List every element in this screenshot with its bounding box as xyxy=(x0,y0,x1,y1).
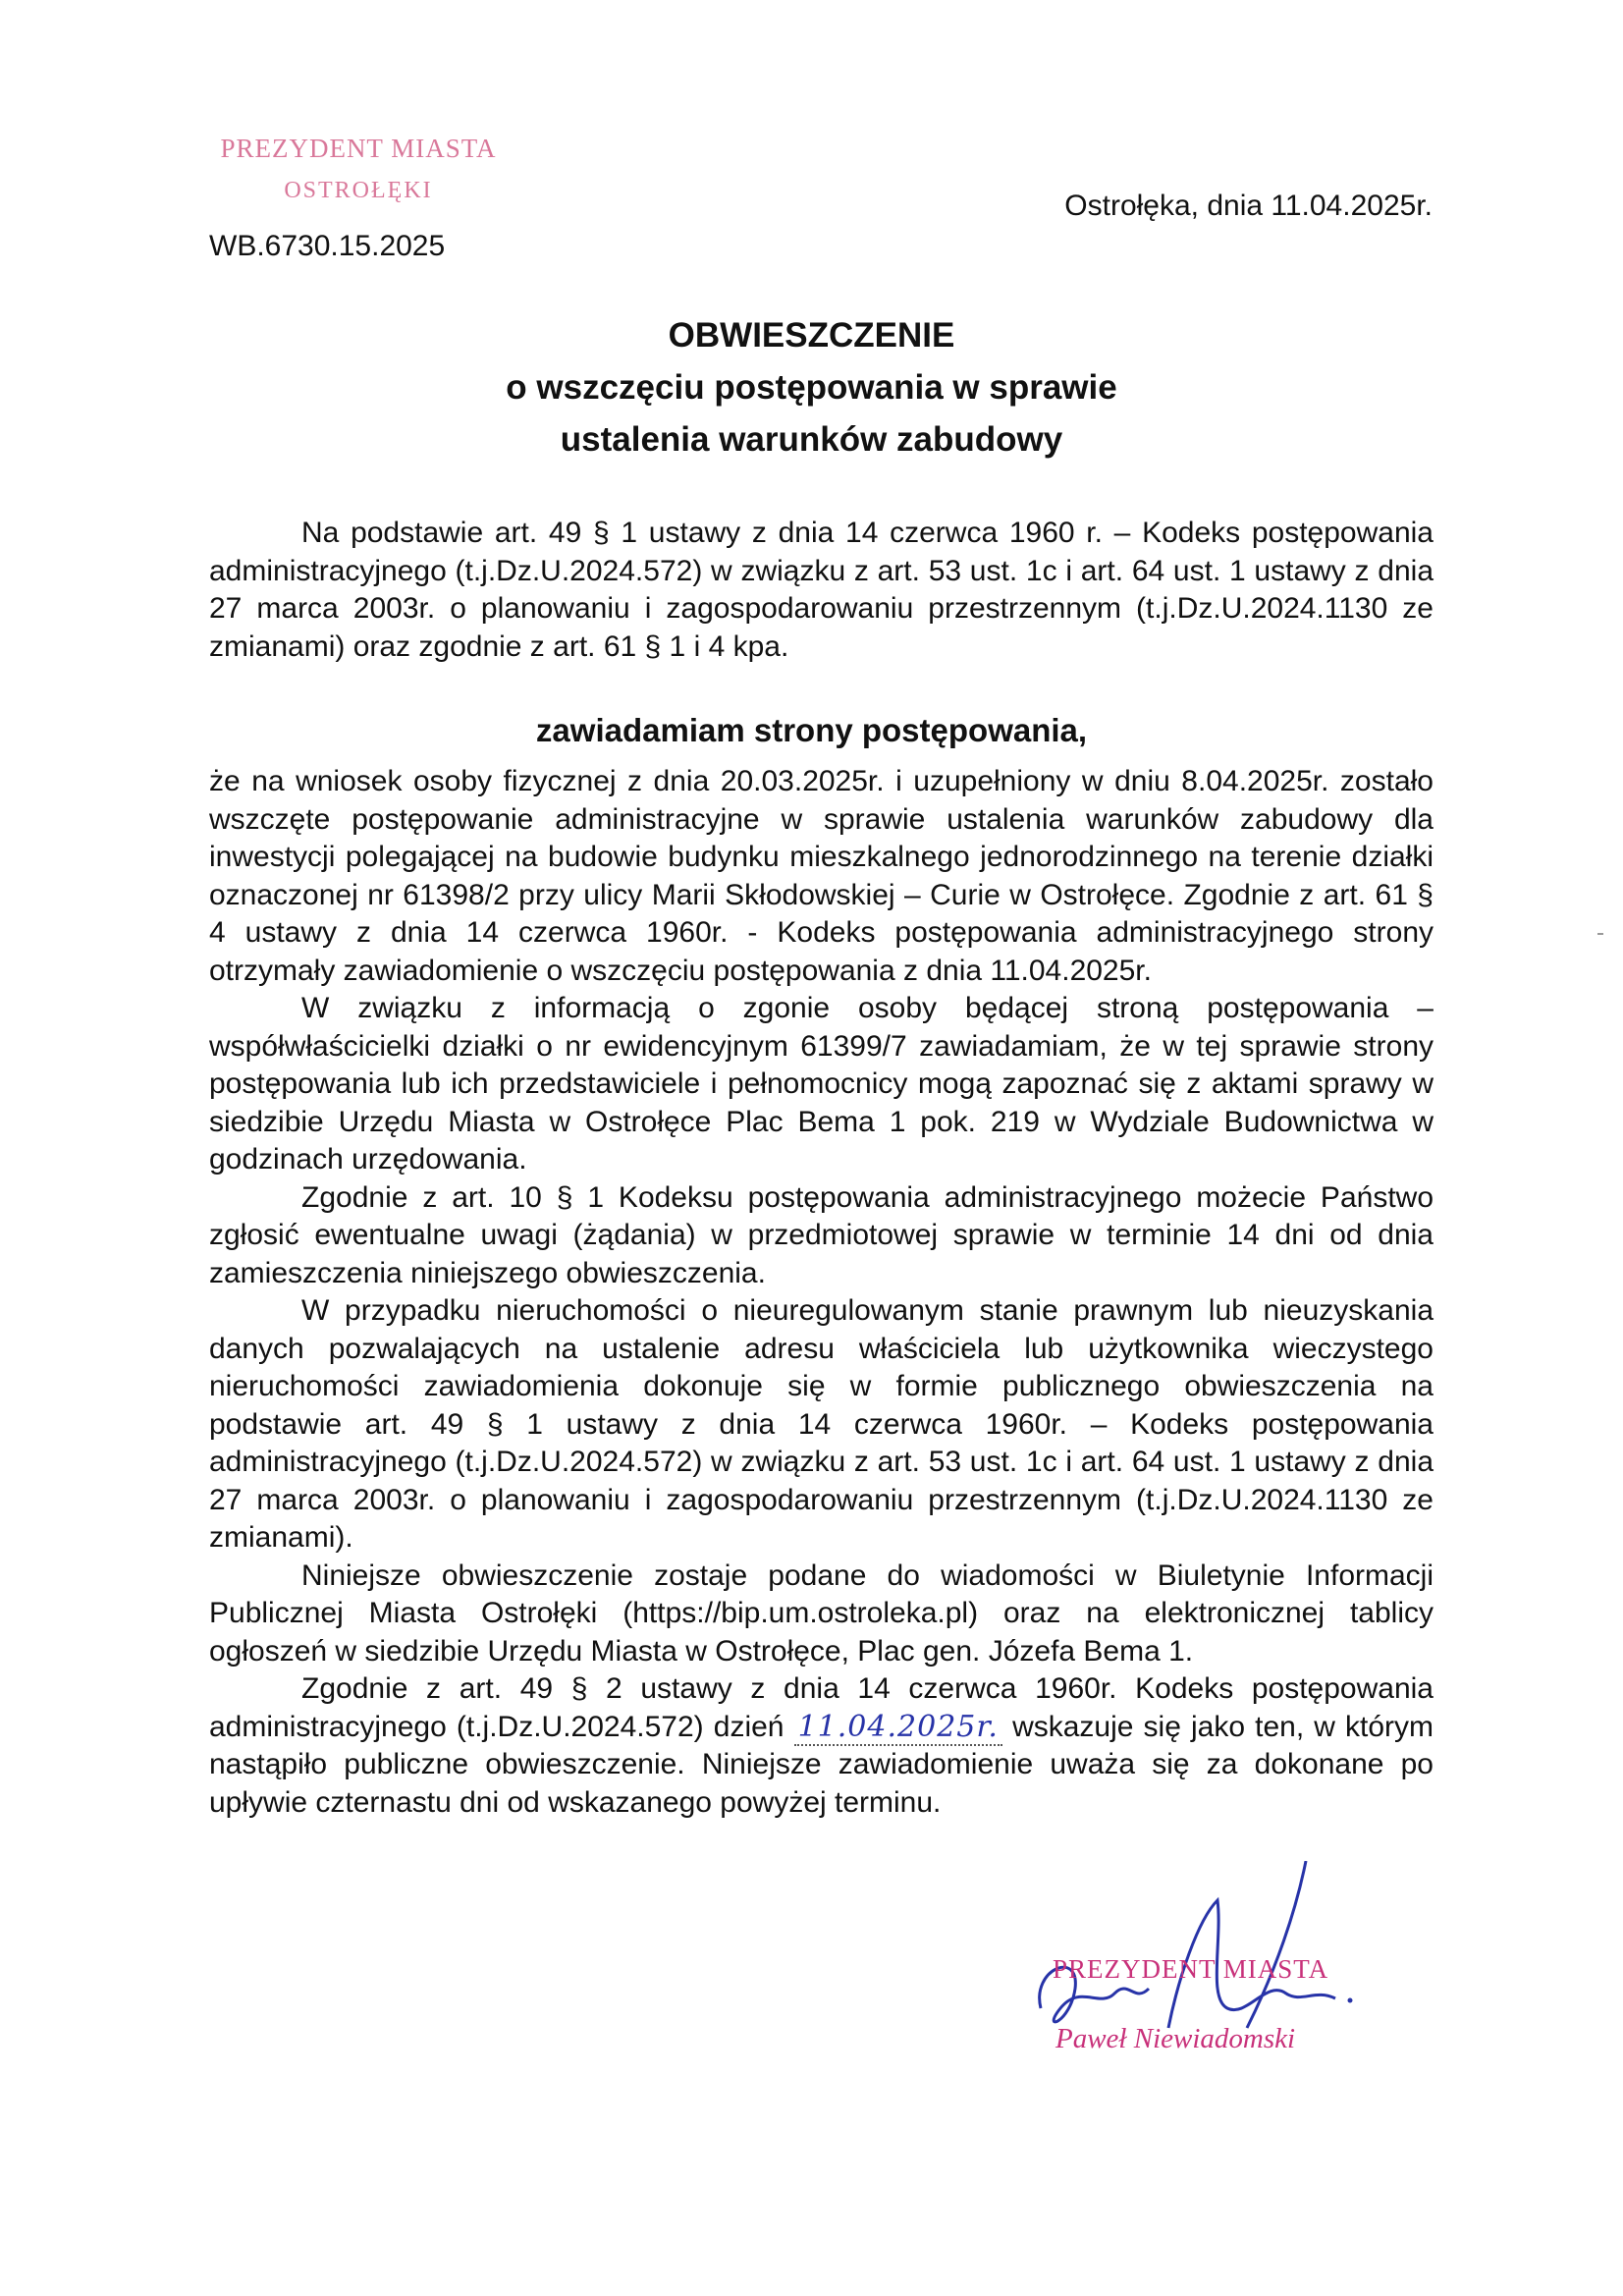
office-stamp-line2: OSTROŁĘKI xyxy=(284,178,433,203)
document-title: OBWIESZCZENIE xyxy=(668,316,955,355)
document-subtitle-line2: ustalenia warunków zabudowy xyxy=(560,420,1063,459)
publication-date-suffix: wskazuje się jako ten, w którym nastąpiło publiczne obwieszczenie. Niniejsze zawiadomienie uważa się za dokonane po upływie czternastu dni od wskazanego powyżej terminu. xyxy=(209,1710,1434,1819)
handwritten-date: 11.04.2025r. xyxy=(794,1710,1002,1746)
paragraph-publication-date xyxy=(209,1670,1434,1822)
office-stamp-line1: PREZYDENT MIASTA xyxy=(220,134,497,163)
paragraph-remarks: Zgodnie z art. 10 § 1 Kodeksu postępowania administracyjnego możecie Państwo zgłosić ewentualne uwagi (żądania) w przedmiotowej sprawie w terminie 14 dni od dnia zamieszczenia niniejszego obwieszczenia. xyxy=(209,1180,1434,1289)
office-stamp xyxy=(201,134,515,204)
signatory-name: Paweł Niewiadomski xyxy=(1055,2023,1296,2054)
paragraph-initiation: że na wniosek osoby fizycznej z dnia 20.03.2025r. i uzupełniony w dniu 8.04.2025r. zostało wszczęte postępowanie administracyjne w sprawie ustalenia warunków zabudowy dla inwestycji polegającej na budowie budynku mieszkalnego jednorodzinnego na terenie działki oznaczonej nr 61398/2 przy ulicy Marii Skłodowskiej – Curie w Ostrołęce. Zgodnie z art. 61 § 4 ustawy z dnia 14 czerwca 1960r. - Kodeks postępowania administracyjnego strony otrzymały zawiadomienie o wszczęciu postępowania z dnia 11.04.2025r. xyxy=(209,765,1434,987)
signature-stamp-title: PREZYDENT MIASTA xyxy=(1053,1954,1329,1984)
paragraph-publication: Niniejsze obwieszczenie zostaje podane do wiadomości w Biuletynie Informacji Publicznej Miasta Ostrołęki (https://bip.um.ostroleka.pl) oraz na elektronicznej tablicy ogłoszeń w siedzibie Urzędu Miasta w Ostrołęce, Plac gen. Józefa Bema 1. xyxy=(209,1558,1434,1667)
place-date: Ostrołęka, dnia 11.04.2025r. xyxy=(1064,190,1433,222)
document-subtitle-line1: o wszczęciu postępowania w sprawie xyxy=(506,368,1117,407)
paragraph-death-notice: W związku z informacją o zgonie osoby będącej stroną postępowania – współwłaścicielki działki o nr ewidencyjnym 61399/7 zawiadamiam, że w tej sprawie strony postępowania lub ich przedstawiciele i pełnomocnicy mogą zapoznać się z aktami sprawy w siedzibie Urzędu Miasta w Ostrołęce Plac Bema 1 pok. 219 w Wydziale Budownictwa w godzinach urzędowania. xyxy=(209,992,1434,1175)
notice-body xyxy=(209,763,1434,1822)
notice-heading: zawiadamiam strony postępowania, xyxy=(535,712,1088,748)
publication-date-prefix: Zgodnie z art. 49 § 2 ustawy z dnia 14 czerwca 1960r. Kodeks postępowania administracyjnego (t.j.Dz.U.2024.572) dzień xyxy=(209,1672,1434,1743)
legal-basis-paragraph xyxy=(209,515,1434,666)
paragraph-unregulated-property: W przypadku nieruchomości o nieuregulowanym stanie prawnym lub nieuzyskania danych pozwalających na ustalenie adresu właściciela lub użytkownika wieczystego nieruchomości zawiadomienia dokonuje się w formie publicznego obwieszczenia na podstawie art. 49 § 1 ustawy z dnia 14 czerwca 1960r. – Kodeks postępowania administracyjnego (t.j.Dz.U.2024.572) w związku z art. 53 ust. 1c i art. 64 ust. 1 ustawy z dnia 27 marca 2003r. o planowaniu i zagospodarowaniu przestrzennym (t.j.Dz.U.2024.1130 ze zmianami). xyxy=(209,1294,1434,1554)
legal-basis-text: Na podstawie art. 49 § 1 ustawy z dnia 14 czerwca 1960 r. – Kodeks postępowania administracyjnego (t.j.Dz.U.2024.572) w związku z art. 53 ust. 1c i art. 64 ust. 1 ustawy z dnia 27 marca 2003r. o planowaniu i zagospodarowaniu przestrzennym (t.j.Dz.U.2024.1130 ze zmianami) oraz zgodnie z art. 61 § 1 i 4 kpa. xyxy=(209,517,1434,663)
case-reference: WB.6730.15.2025 xyxy=(209,230,446,262)
scan-mark xyxy=(1597,933,1603,935)
